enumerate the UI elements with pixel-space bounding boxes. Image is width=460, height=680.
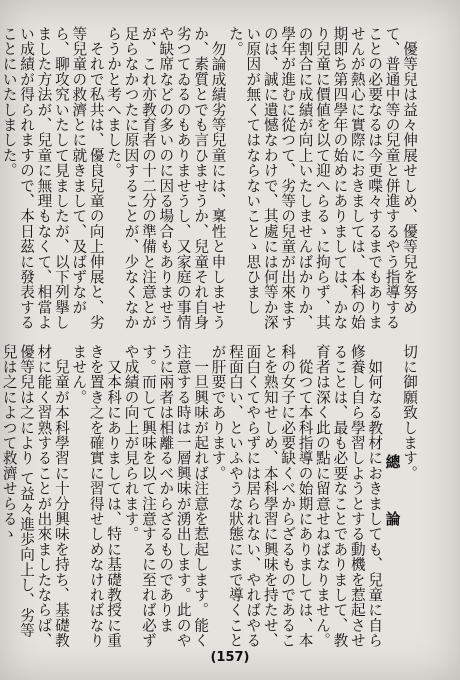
paragraph: 又本科にありましては、特に基礎教授に重きを置き之を確實に習得せしめなければなりません。 (70, 344, 123, 648)
page-number: (157) (210, 650, 250, 665)
paragraph: 優等兒は益々伸展せしめ、優等兒を努めて、普通中等の兒童と併進するやう指導することの必要なるは今更喋々するまでもありませんが熱心に實際におきましては、本科の始期即ち第四學年の始めにありましては、かなり兒童に價値を以て迎へらるゝに拘らず、其の割合に成績が向上いたしませんばかりか、學年が進むに從つて、劣等の兒童が出來ますのは、誠に遺憾なわけで、其處には何等か深い原因が無くてはならないことゝ思ひました。 (226, 26, 418, 330)
section-heading: 總 論 (383, 454, 401, 540)
lower-text-block (0, 344, 418, 649)
paragraph: 如何なる教材におきましても、兒童に自ら修養し自ら學習しようとする動機を惹起させることは、最も必要なことでありまして、教育者は深く此の點に留意せねばなりません。 (313, 344, 384, 648)
paragraph: 從つて本科指導の始期にありましては、本科の女子に必要缺くべからざるものであることを熟知せしめ、本科學習に興味を持たせ、面白くてやらずには居られない、やればやる程面白い、といふやうな狀態にまで導くことが肝要であります。 (209, 344, 314, 648)
paragraph: 兒童が本科學習に十分興味を持ち、基礎教材に能く習熟することが出來ましたならば、優等兒は之により て益々進歩向上し、劣等兒は之によつて救濟せらるゝ (0, 344, 70, 648)
upper-text-block (0, 26, 418, 331)
paragraph: それで私共は、優良兒童の向上伸展と、劣等兒童の救濟とに就きまして、及ばずながら、聊攻究いたして見ましたが、以下列擧しました方法が、兒童に無理もなくて、相當よい成績が得られますので、本日茲に發表することにいたしました。 (0, 26, 105, 330)
paragraph: 一旦興味が起れば注意を惹起します。能く注意する時は一層興味が湧出します。此のやうに兩者は相離るべからざるものであります。而して興味を以て注意するに至れば必ずや成績の向上が見られます。 (122, 344, 210, 648)
paragraph: 切に御願致します。 (401, 344, 418, 481)
paragraph: 勿論成績劣等兒童には、稟性と申しませうか、素質とでも言ひませうか、兒童それ自身劣つてゐるのもありませうし、又家庭の事情や缺席などの多いのに因る場合もありませうが、これ亦教育者の十二分の準備と注意とが足らなかつたに原因することが、少なくなからうかと考へました。 (105, 26, 227, 330)
